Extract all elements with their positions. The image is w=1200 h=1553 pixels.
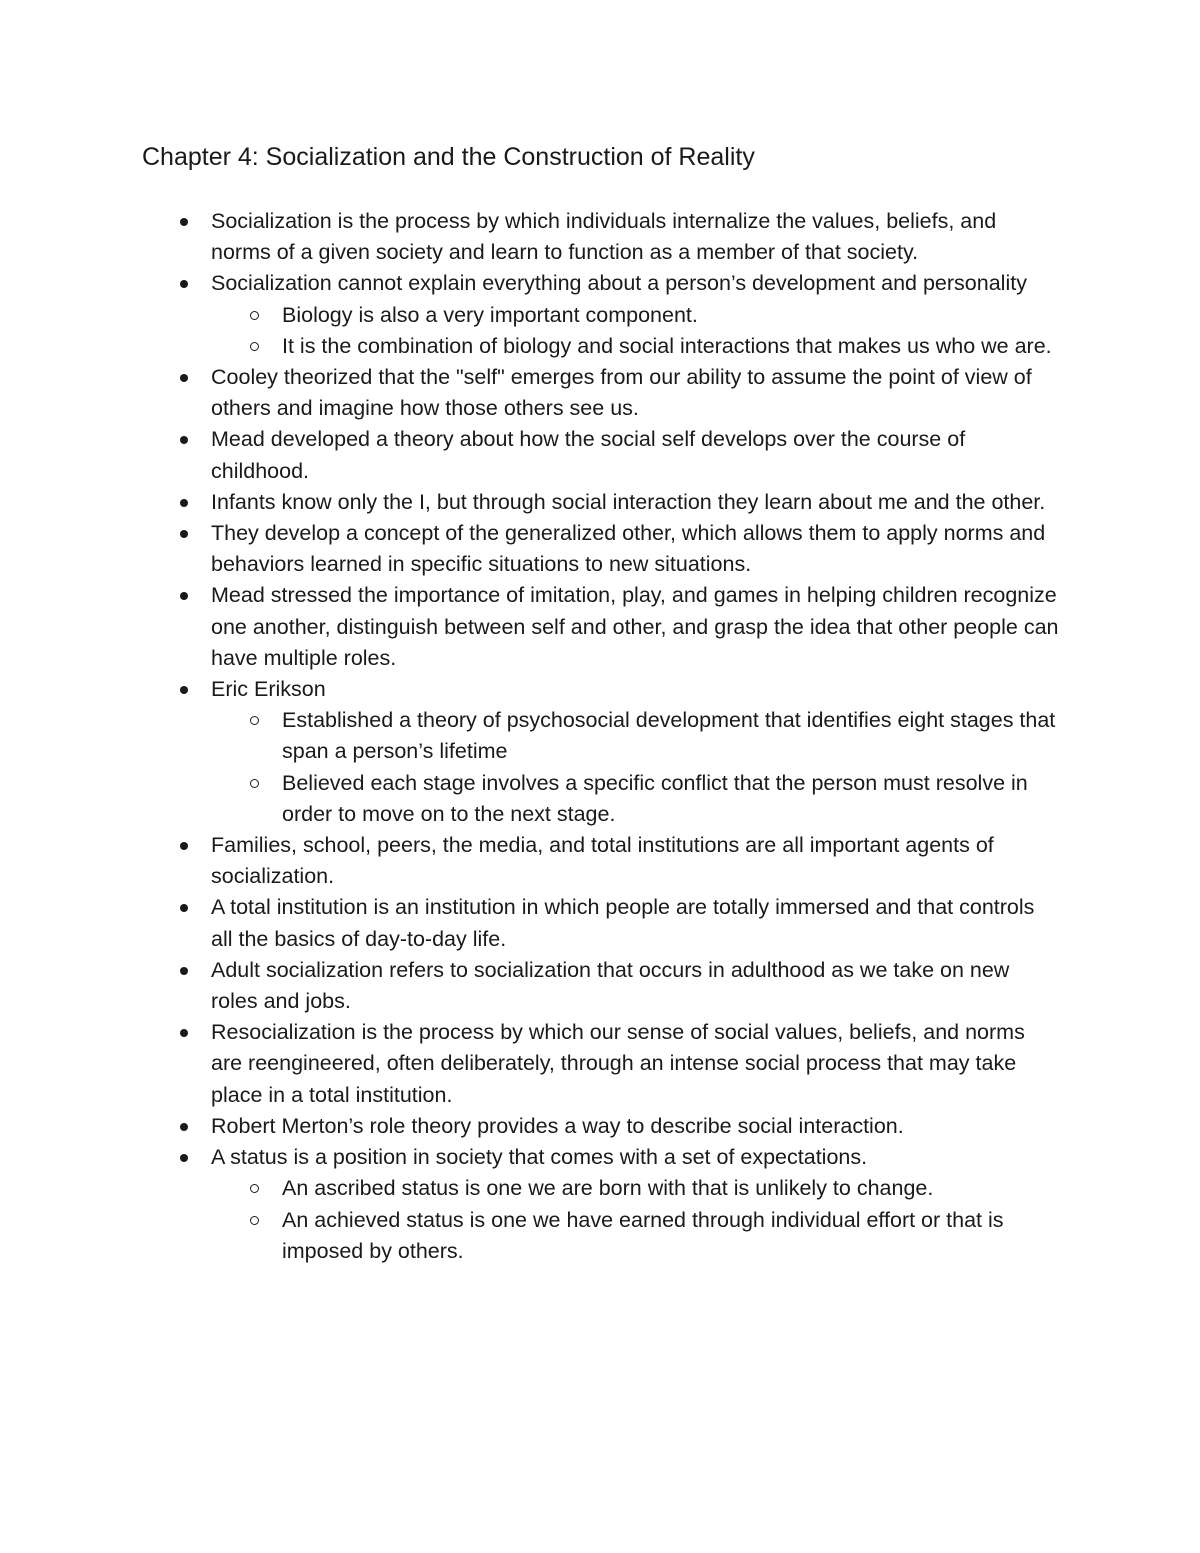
bullet-icon	[180, 218, 188, 226]
sub-list	[211, 300, 1061, 362]
list-item	[0, 424, 1061, 486]
hollow-circle-bullet-icon	[250, 779, 259, 788]
list-item	[0, 206, 1061, 268]
sub-list	[211, 1173, 1061, 1267]
hollow-circle-bullet-icon	[250, 1184, 259, 1193]
sub-list-item-text: Established a theory of psychosocial development that identifies eight stages that span a person’s lifetime	[282, 708, 1056, 764]
list-item	[0, 362, 1061, 424]
list-item-text: Mead stressed the importance of imitation, play, and games in helping children recognize one another, distinguish between self and other, and grasp the idea that other people can have multiple roles.	[211, 583, 1059, 670]
bullet-icon	[180, 280, 188, 288]
bullet-icon	[180, 842, 188, 850]
list-item	[0, 580, 1061, 674]
bullet-icon	[180, 592, 188, 600]
sub-list-item-text: It is the combination of biology and social interactions that makes us who we are.	[282, 333, 1052, 358]
list-item	[0, 268, 1061, 362]
bullet-icon	[180, 530, 188, 538]
bullet-icon	[180, 967, 188, 975]
notes-list	[0, 206, 1200, 1267]
sub-list-item	[0, 300, 1057, 331]
list-item-text: Resocialization is the process by which our sense of social values, beliefs, and norms are reengineered, often deliberately, through an intense social process that may take place in a total institution.	[211, 1020, 1025, 1107]
bullet-icon	[180, 374, 188, 382]
bullet-icon	[180, 686, 188, 694]
sub-list-item-text: Believed each stage involves a specific conflict that the person must resolve in order to move on to the next stage.	[282, 770, 1028, 826]
sub-list-item	[0, 768, 1057, 830]
list-item	[0, 1111, 1061, 1142]
list-item-text: They develop a concept of the generalized other, which allows them to apply norms and behaviors learned in specific situations to new situations.	[211, 521, 1046, 577]
list-item-text: Robert Merton’s role theory provides a way to describe social interaction.	[211, 1113, 904, 1138]
sub-list-item-text: An ascribed status is one we are born with that is unlikely to change.	[282, 1176, 934, 1201]
list-item-text: Adult socialization refers to socialization that occurs in adulthood as we take on new roles and jobs.	[211, 957, 1010, 1014]
bullet-icon	[180, 1123, 188, 1131]
document-title: Chapter 4: Socialization and the Construction of Reality	[142, 143, 755, 171]
list-item	[0, 674, 1061, 830]
sub-list-item	[0, 331, 1057, 362]
sub-list	[211, 705, 1061, 830]
sub-list-item	[0, 1205, 1057, 1267]
bullet-icon	[180, 436, 188, 444]
hollow-circle-bullet-icon	[250, 342, 259, 351]
bullet-icon	[180, 1029, 188, 1037]
list-item-text: A status is a position in society that comes with a set of expectations.	[211, 1145, 868, 1170]
sub-list-item-text: An achieved status is one we have earned through individual effort or that is imposed by others.	[282, 1207, 1004, 1263]
list-item-text: Cooley theorized that the "self" emerges from our ability to assume the point of view of others and imagine how those others see us.	[211, 365, 1032, 421]
list-item-text: Eric Erikson	[211, 677, 326, 702]
list-item	[0, 892, 1061, 954]
bullet-icon	[180, 499, 188, 507]
list-item-text: Infants know only the I, but through social interaction they learn about me and the other.	[211, 489, 1046, 514]
list-item	[0, 955, 1061, 1017]
list-item	[0, 487, 1061, 518]
list-item-text: Families, school, peers, the media, and total institutions are all important agents of socialization.	[211, 833, 994, 889]
list-item	[0, 518, 1061, 580]
list-item	[0, 1017, 1061, 1111]
list-item-text: Mead developed a theory about how the social self develops over the course of childhood.	[211, 427, 966, 483]
hollow-circle-bullet-icon	[250, 311, 259, 320]
hollow-circle-bullet-icon	[250, 716, 259, 725]
list-item	[0, 830, 1061, 892]
list-item-text: Socialization cannot explain everything about a person’s development and personality	[211, 271, 1027, 296]
list-item-text: A total institution is an institution in which people are totally immersed and that controls all the basics of day-to-day life.	[211, 895, 1035, 951]
list-item-text: Socialization is the process by which individuals internalize the values, beliefs, and norms of a given society and learn to function as a member of that society.	[211, 209, 997, 265]
sub-list-item	[0, 705, 1057, 767]
sub-list-item	[0, 1173, 1057, 1204]
bullet-icon	[180, 904, 188, 912]
sub-list-item-text: Biology is also a very important component.	[282, 302, 698, 327]
list-item	[0, 1142, 1061, 1267]
hollow-circle-bullet-icon	[250, 1216, 259, 1225]
bullet-icon	[180, 1154, 188, 1162]
